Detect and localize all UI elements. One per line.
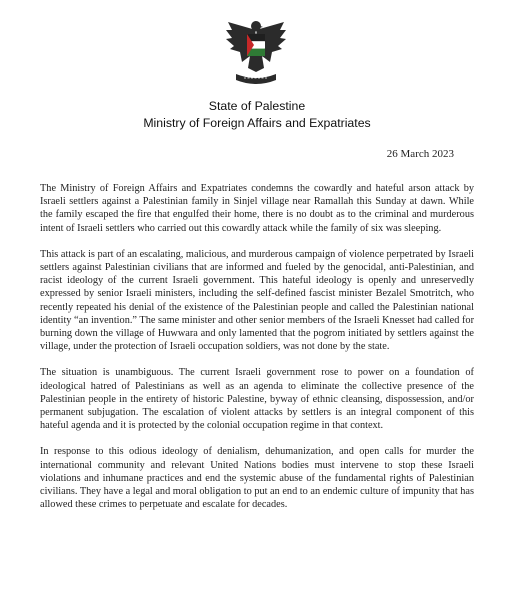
body-paragraph: The situation is unambiguous. The current Israeli government rose to power on a foundation of ideological hatred of Palestinians as well as an agenda to eliminate the collective presence of the Palestinian people in the entirety of historic Palestine, byway of ethnic cleansing, dispossession, and/or permanent subjugation. The escalation of violent attacks by settlers is an integral component of this hateful agenda and it is protected by the colonial occupation regime in that context.: [40, 367, 474, 432]
body-paragraph: The Ministry of Foreign Affairs and Expatriates condemns the cowardly and hateful arson attack by Israeli settlers against a Palestinian family in Sinjel village near Ramallah this Sunday at dawn. While the family escaped the fire that engulfed their home, there is no doubt as to the criminal and murderous intent of Israeli settlers who carried out this cowardly attack while the family of six was sleeping.: [40, 183, 474, 234]
country-title: State of Palestine: [208, 99, 306, 113]
document-date: 26 March 2023: [386, 148, 454, 160]
body-paragraph: In response to this odious ideology of denialism, dehumanization, and open calls for murder the international community and relevant United Nations bodies must intervene to stop these Israeli violations and inhumane practices and end the systemic abuse of the fundamental rights of Palestinian civilians. They have a legal and moral obligation to put an end to an endemic culture of impunity that has allowed these crimes to perpetuate and escalate for decades.: [40, 446, 474, 511]
ministry-title: Ministry of Foreign Affairs and Expatriates: [143, 116, 371, 130]
letterhead: [0, 98, 514, 132]
document-body: [40, 182, 474, 511]
body-paragraph: This attack is part of an escalating, malicious, and murderous campaign of violence perpetrated by Israeli settlers against Palestinian civilians that are informed and fueled by the genocidal, anti-Palestinian, and racist ideology of the current Israeli government. This hateful ideology is openly and unreservedly expressed by senior Israeli ministers, including the self-defined fascist minister Bezalel Smotritch, who recently repeated his denial of the existence of the Palestinian people and called the Palestinian national identity “an invention.” The same minister and other senior members of the Israeli Knesset had called for burning down the village of Huwwara and only lamented that the pogrom initiated by settlers against the village, under the protection of Israeli occupation soldiers, was not done by the state.: [40, 248, 474, 353]
eagle-emblem-icon: [222, 16, 290, 88]
